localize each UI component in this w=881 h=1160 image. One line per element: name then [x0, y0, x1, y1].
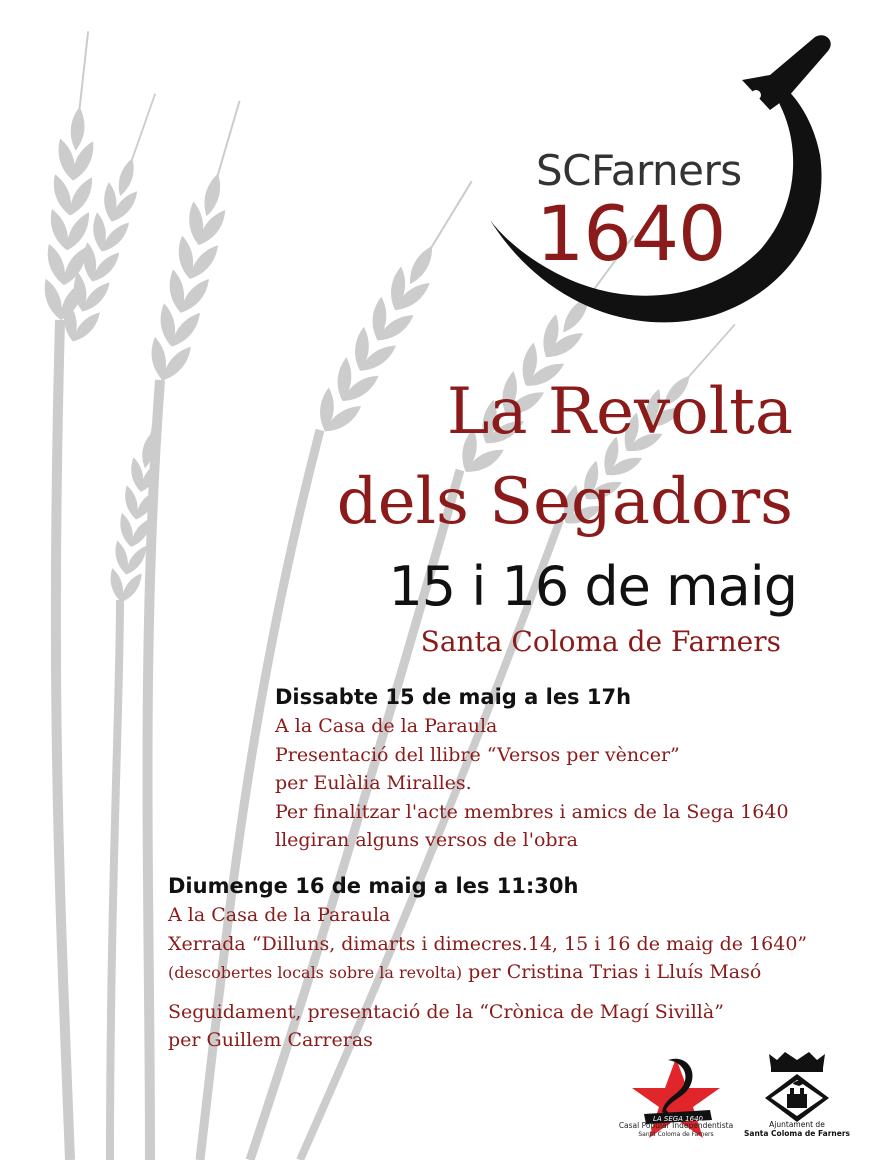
sunday-talk-detail — [168, 958, 807, 988]
sunday-event — [168, 871, 807, 1055]
saturday-line: Per finalitzar l'acte membres i amics de la Sega 1640 — [275, 800, 789, 823]
ajuntament-caption-line2: Santa Coloma de Farners — [743, 1129, 851, 1138]
sega-banner-text: LA SEGA 1640 — [652, 1115, 704, 1123]
title-line-2: dels Segadors — [336, 465, 793, 539]
sega-caption-line1: Casal Popular Independentista — [618, 1121, 734, 1130]
logo-scfarners-text: SCFarners — [536, 146, 742, 195]
saturday-line: A la Casa de la Paraula — [275, 715, 498, 737]
title-line-1: La Revolta — [446, 375, 793, 449]
logo-year-text: 1640 — [536, 189, 726, 278]
event-city: Santa Coloma de Farners — [420, 625, 781, 658]
saturday-line: Presentació del llibre “Versos per vèncer” — [275, 743, 680, 766]
saturday-line: llegiran alguns versos de l'obra — [275, 829, 578, 851]
sunday-place: A la Casa de la Paraula — [168, 904, 391, 926]
municipal-coat-of-arms-icon — [757, 1050, 837, 1122]
sunday-followup: Seguidament, presentació de la “Crònica de Magí Sivillà” — [168, 1000, 724, 1023]
saturday-line: per Eulàlia Miralles. — [275, 772, 472, 794]
event-dates: 15 i 16 de maig — [388, 555, 797, 618]
sunday-heading: Diumenge 16 de maig a les 11:30h — [168, 874, 579, 898]
sega-caption — [616, 1121, 736, 1139]
ajuntament-caption-line1: Ajuntament de — [769, 1120, 825, 1129]
saturday-heading: Dissabte 15 de maig a les 17h — [275, 685, 632, 709]
sunday-talk: Xerrada “Dilluns, dimarts i dimecres.14, 15 i 16 de maig de 1640” — [168, 932, 808, 955]
ajuntament-caption — [740, 1120, 854, 1138]
saturday-event — [275, 682, 789, 855]
sunday-talk-speakers: per Cristina Trias i Lluís Masó — [462, 961, 762, 983]
sega-caption-line2: Santa Coloma de Farners — [638, 1131, 714, 1138]
sunday-followup-by: per Guillem Carreras — [168, 1029, 373, 1051]
sunday-talk-note: (descobertes locals sobre la revolta) — [168, 963, 463, 982]
